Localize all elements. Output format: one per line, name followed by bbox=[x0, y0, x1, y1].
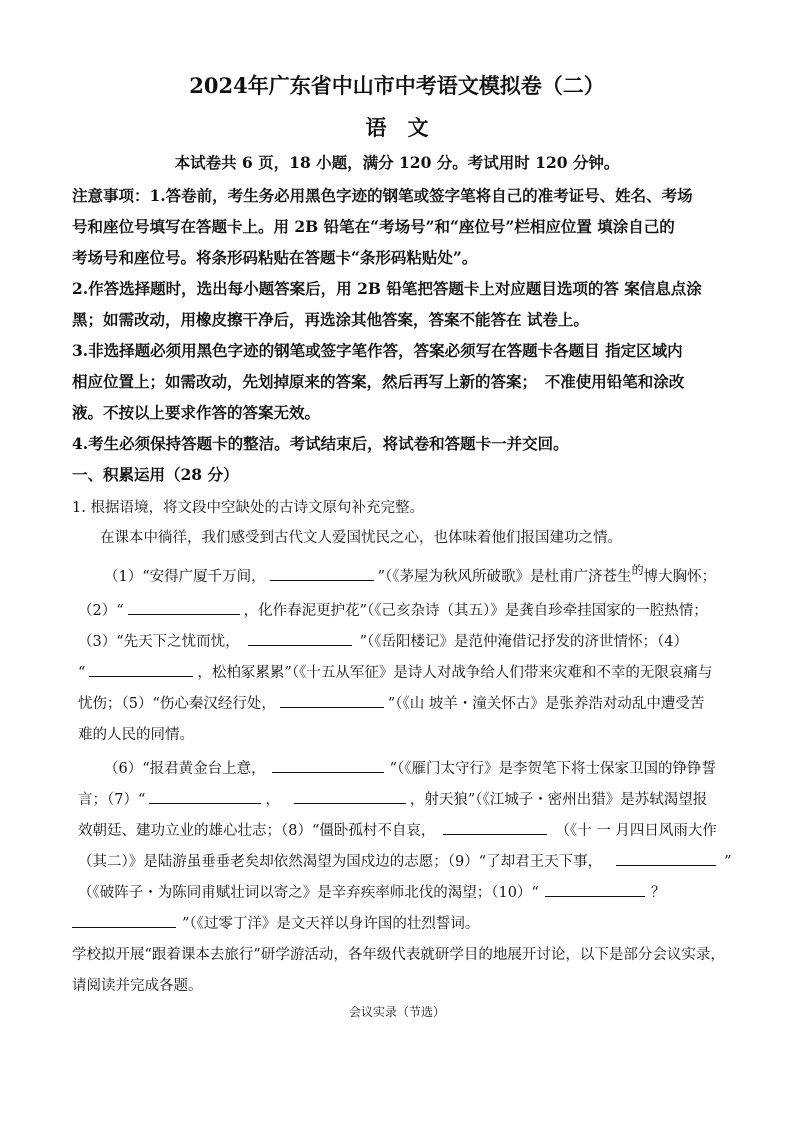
question-line: （1）“安得广厦千万间， ”（《茅屋为秋风所破歌》是杜甫广济苍生$^的$博大胸怀； bbox=[104, 563, 717, 585]
question-prompt: 1. 根据语境，将文段中空缺处的古诗文原句补充完整。 bbox=[72, 500, 424, 516]
question-line: 忧伤；（5）“伤心秦汉经行处， ”（《山 坡羊・潼关怀古》是张养浩对动乱中遭受苦 bbox=[78, 692, 704, 713]
notice-line: 相应位置上；如需改动，先划掉原来的答案，然后再写上新的答案； 不准使用铅笔和涂改 bbox=[72, 372, 685, 391]
question-line: “ ，松柏冢累累”（《十五从军征》是诗人对战争给人们带来灾难和不幸的无限哀痛与 bbox=[78, 661, 712, 682]
answer-blank[interactable] bbox=[294, 789, 406, 804]
question-intro: 在课本中徜徉，我们感受到古代文人爱国忧民之心，也体味着他们报国建功之情。 bbox=[100, 530, 622, 546]
question-prompt: 请阅读并完成各题。 bbox=[72, 978, 203, 994]
question-line: （《破阵子・为陈同甫赋壮词以寄之》是辛弃疾率师北伐的渴望；（10）“ ？ bbox=[78, 881, 665, 902]
exam-summary: 本试卷共 6 页，18 小题，满分 120 分。考试用时 120 分钟。 bbox=[174, 153, 620, 172]
question-line: 言；（7）“ ， ，射天狼”（《江城子・密州出猎》是苏轼渴望报 bbox=[78, 788, 707, 809]
question-line: 效朝廷、建功立业的雄心壮志；（8）“僵卧孤村不自哀， （《十 一 月四日风雨大作 bbox=[78, 819, 717, 840]
notice-line: 2.作答选择题时，选出每小题答案后，用 2B 铅笔把答题卡上对应题目选项的答 案信息点涂 bbox=[72, 279, 702, 298]
question-prompt: 学校拟开展“跟着课本去旅行”研学游活动，各年级代表就研学目的地展开讨论，以下是部分会议实录， bbox=[72, 947, 725, 963]
question-line: （6）“报君黄金台上意， ”（《雁门太守行》是李贺笔下将士保家卫国的铮铮誓 bbox=[104, 757, 716, 778]
meeting-record-caption: 会议实录（节选） bbox=[348, 1005, 445, 1019]
answer-blank[interactable] bbox=[545, 882, 645, 897]
notice-line: 4.考生必须保持答题卡的整洁。考试结束后，将试卷和答题卡一并交回。 bbox=[72, 434, 569, 453]
notice-line: 考场号和座位号。将条形码粘贴在答题卡“条形码粘贴处”。 bbox=[72, 248, 478, 267]
answer-blank[interactable] bbox=[272, 758, 384, 773]
notice-line: 3.非选择题必须用黑色字迹的钢笔或签字笔作答，答案必须写在答题卡各题目 指定区域内 bbox=[72, 341, 683, 360]
section-heading: 一、积累运用（28 分） bbox=[72, 465, 239, 484]
question-line: （其二）》是陆游虽垂垂老矣却依然渴望为国戍边的志愿；（9）“了却君王天下事， ” bbox=[78, 850, 732, 871]
notice-line: 黑；如需改动，用橡皮擦干净后，再选涂其他答案，答案不能答在 试卷上。 bbox=[72, 310, 589, 329]
question-line: ”（《过零丁洋》是文天祥以身许国的壮烈誓词。 bbox=[72, 912, 479, 933]
exam-title: 2024年广东省中山市中考语文模拟卷（二） bbox=[189, 73, 605, 98]
notice-line: 液。不按以上要求作答的答案无效。 bbox=[72, 403, 321, 422]
answer-blank[interactable] bbox=[280, 693, 384, 708]
answer-blank[interactable] bbox=[72, 913, 176, 928]
answer-blank[interactable] bbox=[443, 820, 547, 835]
question-line: （3）“先天下之忧而忧， ”（《岳阳楼记》是范仲淹借记抒发的济世情怀；（4） bbox=[78, 630, 688, 651]
answer-blank[interactable] bbox=[616, 851, 716, 866]
notice-line: 注意事项：1.答卷前，考生务必用黑色字迹的钢笔或签字笔将自己的准考证号、姓名、考场 bbox=[72, 186, 693, 205]
answer-blank[interactable] bbox=[248, 631, 352, 646]
answer-blank[interactable] bbox=[270, 566, 374, 581]
question-line: （2）“ ，化作春泥更护花”（《己亥杂诗（其五）》是龚自珍牵挂国家的一腔热情； bbox=[78, 599, 708, 620]
answer-blank[interactable] bbox=[89, 662, 193, 677]
notice-line: 号和座位号填写在答题卡上。用 2B 铅笔在“考场号”和“座位号”栏相应位置 填涂自己的 bbox=[72, 217, 675, 236]
answer-blank[interactable] bbox=[128, 600, 240, 615]
question-line: 难的人民的同情。 bbox=[78, 727, 194, 743]
subject-title: 语 文 bbox=[365, 115, 429, 140]
answer-blank[interactable] bbox=[149, 789, 261, 804]
